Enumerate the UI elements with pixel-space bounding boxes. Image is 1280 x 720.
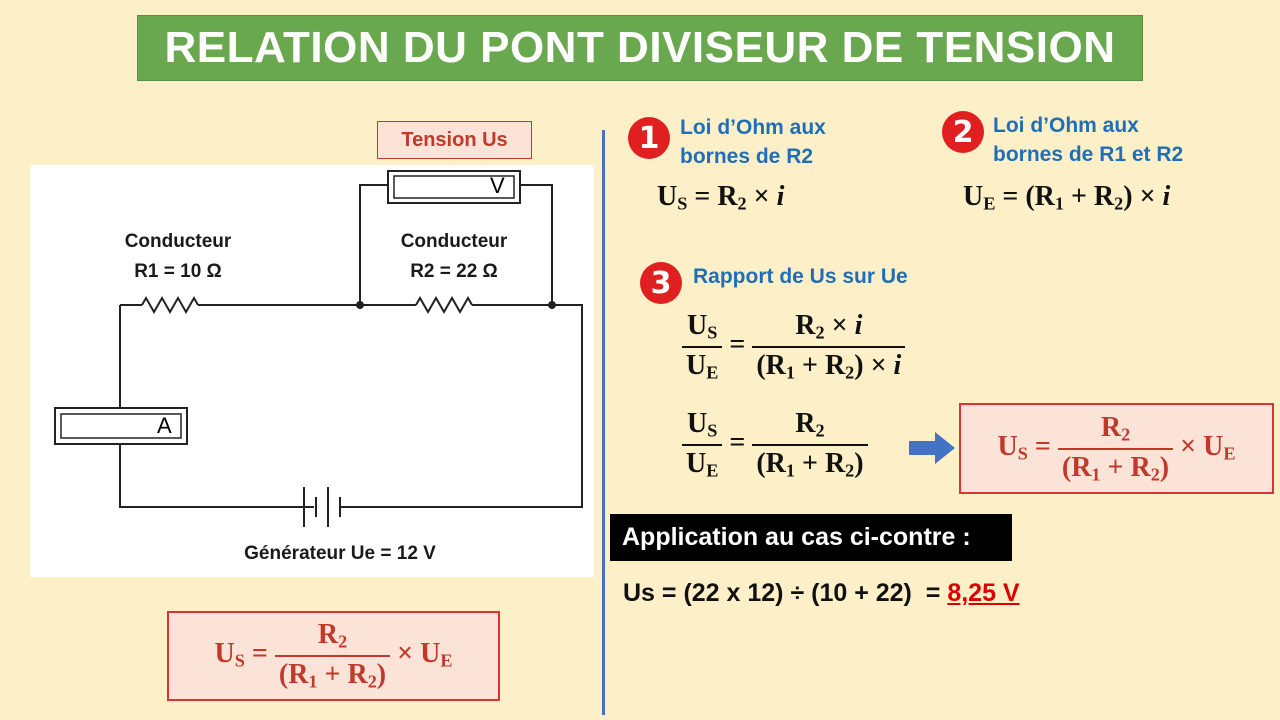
arrow-right-icon bbox=[909, 432, 955, 464]
formula-step-1: $U_S = R_2 \times i$ bbox=[657, 181, 785, 214]
resistor-r1 bbox=[142, 298, 198, 312]
step-1-heading bbox=[680, 113, 826, 171]
application-calc-text: Us = (22 x 12) ÷ (10 + 22) = bbox=[623, 579, 948, 607]
application-result: 8,25 V bbox=[947, 579, 1020, 607]
wire-bottom-left bbox=[120, 445, 314, 507]
ammeter-label: A bbox=[157, 413, 172, 438]
formula-step-3a: $\frac{U_S}{U_E}$ = $\frac{R_2 \times i}{(R_1 + R_2) \times i}$ bbox=[682, 310, 905, 383]
step-2-badge: 2 bbox=[942, 111, 984, 153]
circuit-diagram bbox=[30, 165, 594, 577]
formula-box-left bbox=[167, 611, 500, 701]
application-banner: Application au cas ci-contre : bbox=[610, 514, 1012, 561]
resistor-r2 bbox=[416, 298, 472, 312]
formula-step-2: $U_E = (R_1 + R_2) \times i$ bbox=[963, 181, 1171, 214]
formula-left: $U_S$ = $\frac{R_2}{(R_1 + R_2)}$ × $U_E$ bbox=[214, 619, 453, 692]
step-1-heading-line2: bornes de R2 bbox=[680, 145, 814, 168]
step-2-heading-line2: bornes de R1 et R2 bbox=[993, 143, 1184, 166]
r1-value: R1 = 10 Ω bbox=[134, 261, 222, 282]
formula-box-right bbox=[959, 403, 1274, 494]
voltmeter-label: V bbox=[490, 173, 505, 198]
step-1-badge: 1 bbox=[628, 117, 670, 159]
formula-step-3b: $\frac{U_S}{U_E}$ = $\frac{R_2}{(R_1 + R_2)}$ bbox=[682, 408, 868, 481]
step-2-heading-line1: Loi d’Ohm aux bbox=[993, 114, 1139, 137]
generator-label: Générateur Ue = 12 V bbox=[244, 543, 436, 564]
step-2-heading bbox=[993, 111, 1183, 169]
circuit-panel bbox=[30, 165, 594, 577]
node-left bbox=[356, 301, 364, 309]
title-banner bbox=[137, 15, 1143, 81]
application-calculation bbox=[623, 579, 1020, 608]
wire-r2-right bbox=[340, 305, 582, 507]
tension-us-label: Tension Us bbox=[377, 121, 532, 159]
vertical-divider bbox=[602, 130, 605, 715]
node-right bbox=[548, 301, 556, 309]
step-3-badge: 3 bbox=[640, 262, 682, 304]
r1-name: Conducteur bbox=[124, 231, 232, 252]
formula-right: $U_S$ = $\frac{R_2}{(R_1 + R_2)}$ × $U_E$ bbox=[997, 411, 1236, 485]
step-1-heading-line1: Loi d’Ohm aux bbox=[680, 116, 826, 139]
r2-name: Conducteur bbox=[400, 231, 508, 252]
r2-value: R2 = 22 Ω bbox=[410, 261, 498, 282]
page-title: RELATION DU PONT DIVISEUR DE TENSION bbox=[164, 23, 1116, 72]
step-3-heading: Rapport de Us sur Ue bbox=[693, 265, 908, 288]
